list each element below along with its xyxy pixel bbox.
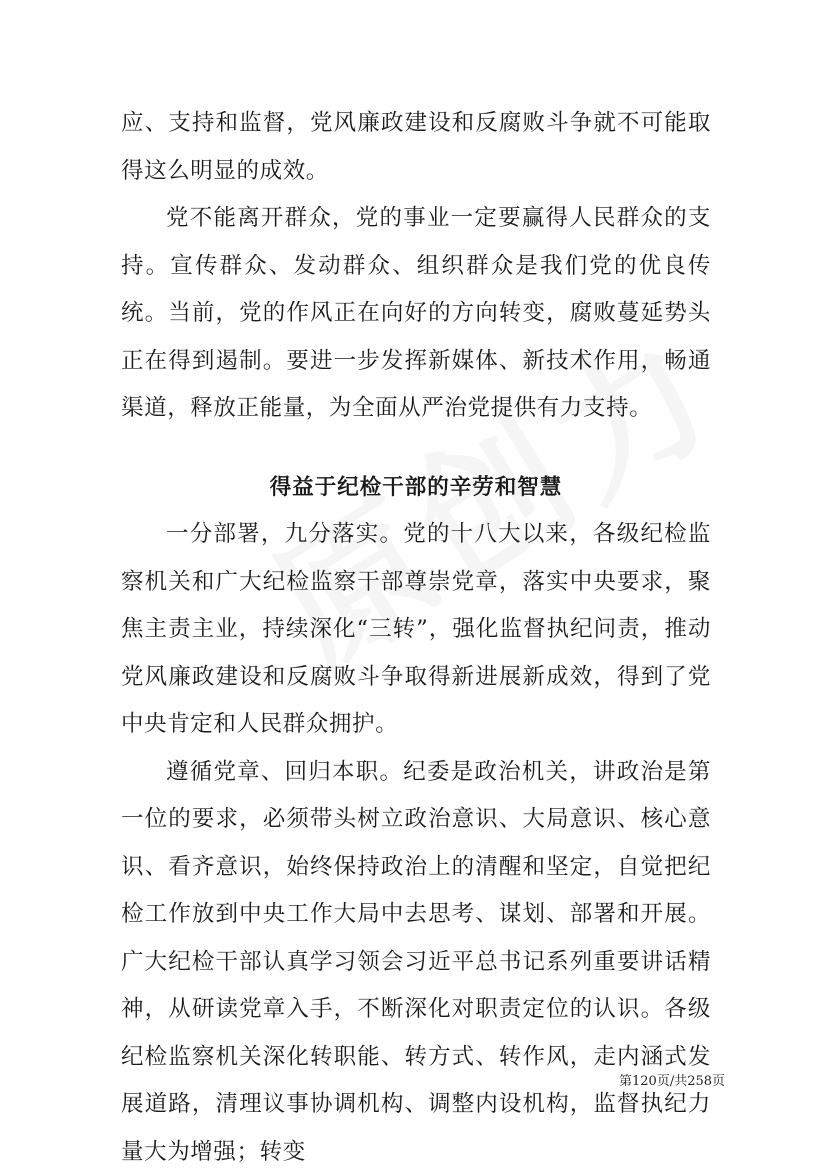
document-body	[121, 100, 711, 1176]
section-heading: 得益于纪检干部的辛劳和智慧	[121, 464, 711, 512]
page-number: 第120页/共258页	[619, 1070, 725, 1089]
paragraph-masses: 党不能离开群众，党的事业一定要赢得人民群众的支持。宣传群众、发动群众、组织群众是我们党的优良传统。当前，党的作风正在向好的方向转变，腐败蔓延势头正在得到遏制。要进一步发挥新媒体、新技术作用，畅通渠道，释放正能量，为全面从严治党提供有力支持。	[121, 195, 711, 433]
paragraph-continuation: 应、支持和监督，党风廉政建设和反腐败斗争就不可能取得这么明显的成效。	[121, 100, 711, 195]
paragraph-party-constitution: 遵循党章、回归本职。纪委是政治机关，讲政治是第一位的要求，必须带头树立政治意识、大局意识、核心意识、看齐意识，始终保持政治上的清醒和坚定，自觉把纪检工作放到中央工作大局中去思考、谋划、部署和开展。广大纪检干部认真学习领会习近平总书记系列重要讲话精神，从研读党章入手，不断深化对职责定位的认识。各级纪检监察机关深化转职能、转方式、转作风，走内涵式发展道路，清理议事协调机构、调整内设机构，监督执纪力量大为增强；转变	[121, 749, 711, 1176]
paragraph-deployment: 一分部署，九分落实。党的十八大以来，各级纪检监察机关和广大纪检监察干部尊崇党章，落实中央要求，聚焦主责主业，持续深化“三转”，强化监督执纪问责，推动党风廉政建设和反腐败斗争取得新进展新成效，得到了党中央肯定和人民群众拥护。	[121, 511, 711, 749]
